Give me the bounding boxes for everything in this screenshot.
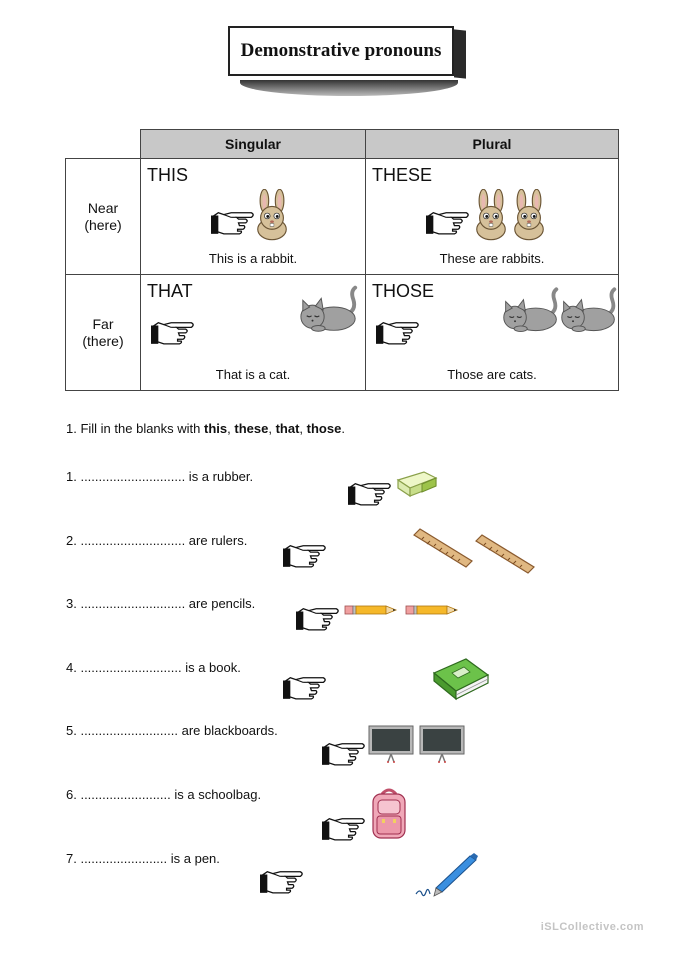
- cell-these: [366, 159, 619, 275]
- watermark: iSLCollective.com: [540, 921, 644, 933]
- exercise-item-4[interactable]: 4. ............................ is a book.: [66, 660, 241, 675]
- sep: ,: [299, 421, 307, 436]
- title-shadow-bottom: [240, 80, 458, 96]
- exercise-item-7[interactable]: 7. ........................ is a pen.: [66, 851, 220, 866]
- exercise-item-6[interactable]: 6. ......................... is a schoolbag.: [66, 787, 262, 802]
- pencil-icon: [404, 602, 460, 618]
- pointing-hand-icon: [322, 738, 366, 766]
- pointing-hand-icon: [211, 207, 255, 235]
- word-those: THOSE: [372, 281, 435, 301]
- row-label-near-line1: Near: [87, 199, 119, 216]
- pronoun-table: [65, 129, 619, 391]
- word-bold-those: those: [306, 421, 342, 436]
- pointing-hand-icon: [426, 207, 470, 235]
- sep: ,: [227, 421, 235, 436]
- blackboard-icon: [368, 725, 414, 763]
- pointing-hand-icon: [348, 478, 392, 506]
- pointing-hand-icon: [296, 603, 340, 631]
- row-label-near-line2: (here): [84, 216, 122, 233]
- ruler-icon: [472, 533, 536, 577]
- exercise-item-5[interactable]: 5. ........................... are blackboards.: [66, 723, 278, 738]
- sep: ,: [268, 421, 276, 436]
- table-corner: [66, 130, 141, 159]
- sentence-that: That is a cat.: [215, 367, 291, 382]
- rabbit-icon: [510, 189, 548, 241]
- col-header-plural: Plural: [366, 130, 619, 159]
- word-these: THESE: [372, 165, 433, 185]
- pointing-hand-icon: [322, 813, 366, 841]
- exercise-item-1[interactable]: 1. ............................. is a rubber.: [66, 469, 254, 484]
- rubber-icon: [394, 466, 440, 500]
- pointing-hand-icon: [151, 317, 195, 345]
- exercise-item-2[interactable]: 2. ............................. are rulers.: [66, 533, 248, 548]
- row-label-far: [66, 275, 141, 391]
- cell-those: [366, 275, 619, 391]
- sentence-these: These are rabbits.: [439, 251, 545, 266]
- col-header-singular: Singular: [141, 130, 366, 159]
- book-icon: [430, 653, 492, 701]
- cat-icon: [558, 285, 620, 333]
- pencil-icon: [343, 602, 399, 618]
- schoolbag-icon: [368, 786, 410, 842]
- rabbit-icon: [472, 189, 510, 241]
- ruler-icon: [410, 527, 474, 571]
- pen-icon: [414, 852, 480, 898]
- word-that: THAT: [147, 281, 193, 301]
- word-this: THIS: [147, 165, 189, 185]
- exercise-item-3[interactable]: 3. ............................. are pencils.: [66, 596, 256, 611]
- cat-icon: [297, 283, 361, 333]
- title-shadow: [454, 29, 466, 78]
- word-bold-this: this: [204, 421, 228, 436]
- pointing-hand-icon: [283, 540, 327, 568]
- sentence-this: This is a rabbit.: [208, 251, 298, 266]
- row-label-far-line1: Far: [92, 315, 114, 332]
- instruction-prefix: 1. Fill in the blanks with: [66, 421, 205, 436]
- instruction-end: .: [341, 421, 345, 436]
- row-label-far-line2: (there): [82, 332, 124, 349]
- word-bold-that: that: [275, 421, 300, 436]
- blackboard-icon: [419, 725, 465, 763]
- sentence-those: Those are cats.: [447, 367, 537, 382]
- cell-this: [141, 159, 366, 275]
- exercise-instruction: [66, 421, 345, 436]
- row-label-near: [66, 159, 141, 275]
- pointing-hand-icon: [283, 672, 327, 700]
- cell-that: [141, 275, 366, 391]
- pointing-hand-icon: [260, 866, 304, 894]
- word-bold-these: these: [234, 421, 269, 436]
- rabbit-icon: [253, 189, 291, 241]
- cat-icon: [500, 285, 562, 333]
- pointing-hand-icon: [376, 317, 420, 345]
- title-banner: [220, 18, 466, 98]
- page-title: Demonstrative pronouns: [228, 26, 454, 76]
